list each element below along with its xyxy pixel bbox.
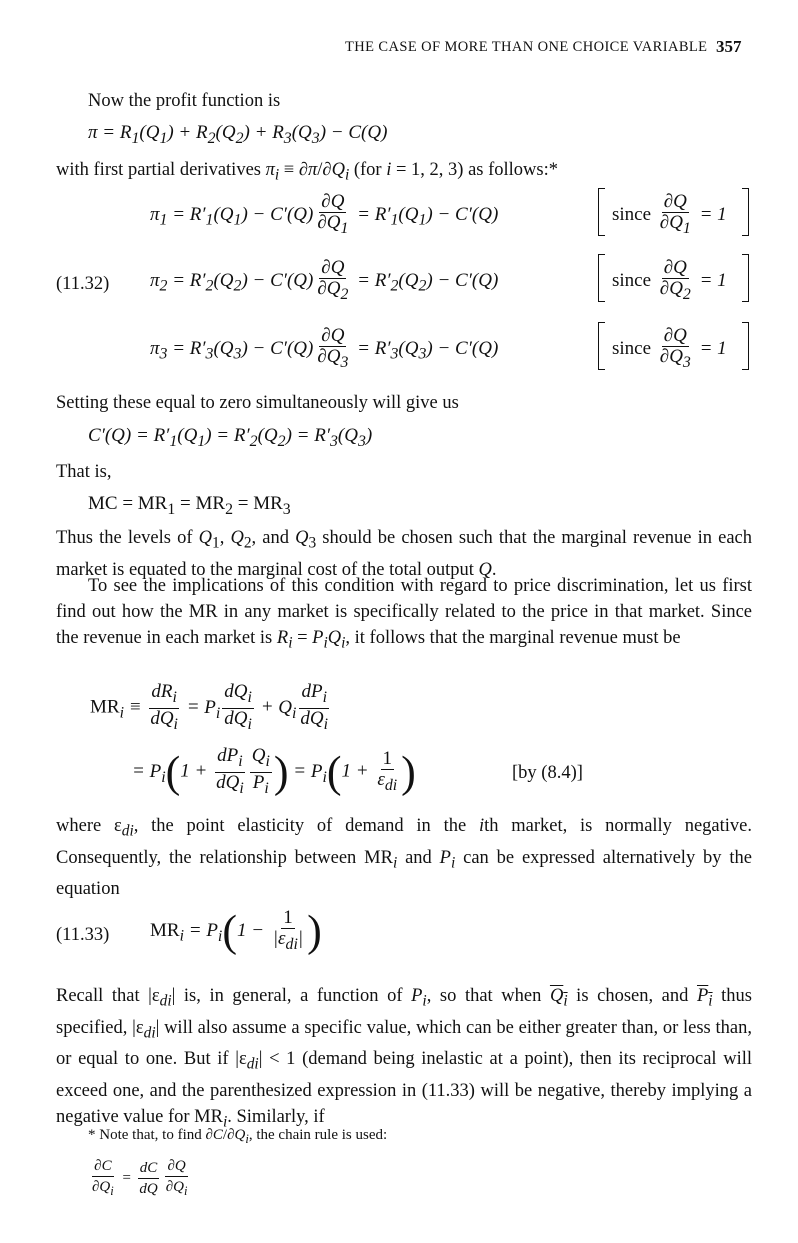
where-paragraph: where $\varepsilon_{di}$, the point elasticity of demand in the ith market, is normally negative. Consequently, the relationship between $MR_i$ and $P_i$ can be expressed alternatively by the equation [56,816,752,900]
mc-equals-mr: MC = $MR_1 = MR_2 = MR_3$ [88,493,291,518]
marginal-revenue-elasticity: = $P_i(1$ + $\frac{dP_i}{dQ_i}$ $\frac{Q_i}{P_i}$ ) = $P_i(1$ + $\frac{1}{\varepsilon_{di}}$ ) [132,745,416,797]
partial-pi-1: $\pi_1 = R'_1(Q_1) - C'(Q)$ $\frac{\partial Q}{\partial Q_1}$ = $R'_1(Q_1) - C'(Q)$ [150,191,499,237]
partial-pi-3: $\pi_3 = R'_3(Q_3) - C'(Q)$ $\frac{\partial Q}{\partial Q_3}$ = $R'_3(Q_3) - C'(Q)$ [150,325,499,371]
footnote-chain-rule: $\frac{\partial C}{\partial Q_i}$ = $\frac{dC}{dQ}$ $\frac{\partial Q}{\partial Q_i}$ [92,1158,188,1198]
footnote-text: * Note that, to find $\partial C/\partial Q_i$, the chain rule is used: [88,1127,388,1146]
partials-intro: with first partial derivatives $\pi_i \equiv \partial\pi/\partial Q_i$ (for i = 1, 2, 3) as follows:* [56,160,559,184]
first-order-condition: $C'(Q) = R'_1(Q_1) = R'_2(Q_2) = R'_3(Q_3)$ [88,425,373,450]
equation-label-11-33: (11.33) [56,925,110,945]
profit-function: $\pi = R_1(Q_1) + R_2(Q_2) + R_3(Q_3) - C(Q)$ [88,122,388,147]
implications-paragraph: To see the implications of this condition with regard to price discrimination, let us first find out how the MR in any market is specifically related to the price in that market. Since the revenue in each market is $R_i = P_iQ_i$, it follows that the marginal revenue must be [56,576,752,652]
running-title: THE CASE OF MORE THAN ONE CHOICE VARIABLE [345,39,708,55]
since-condition-2: since $\frac{\partial Q}{\partial Q_2}$ = 1 [612,257,727,303]
since-condition-3: since $\frac{\partial Q}{\partial Q_3}$ = 1 [612,325,727,371]
by-equation-ref: [by (8.4)] [512,763,583,783]
thus-paragraph: Thus the levels of $Q_1$, $Q_2$, and $Q_3$ should be chosen such that the marginal revenue in each market is equated to the marginal cost of the total output Q. [56,528,752,580]
mr-price-relation: $MR_i = P_i(1$ − $\frac{1}{|\varepsilon_{di}|}$ ) [150,906,322,956]
marginal-revenue-derivative: $MR_i$ ≡ $\frac{dR_i}{dQ_i}$ = $P_i$ $\frac{dQ_i}{dQ_i}$ + $Q_i$ $\frac{dP_i}{dQ_i}$ [90,681,329,733]
equation-label-11-32: (11.32) [56,274,110,294]
intro-sentence: Now the profit function is [88,91,281,111]
partial-pi-2: $\pi_2 = R'_2(Q_2) - C'(Q)$ $\frac{\partial Q}{\partial Q_2}$ = $R'_2(Q_2) - C'(Q)$ [150,257,499,303]
recall-paragraph: Recall that $|\varepsilon_{di}|$ is, in general, a function of $P_i$, so that when $Q_i$ is chosen, and $P_i$ thus specified, $|\varepsilon_{di}|$ will also assume a specific value, which can be either greater than, or less than, or equal to one. But if $|\varepsilon_{di}| < 1$ (demand being inelastic at a point), then its reciprocal will exceed one, and the parenthesized expression in (11.33) will be negative, thereby implying a negative value for $MR_i$. Similarly, if [56,986,753,1131]
that-is-sentence: That is, [56,462,112,482]
setting-zero-sentence: Setting these equal to zero simultaneously will give us [56,393,459,413]
page-number: 357 [716,37,742,56]
since-condition-1: since $\frac{\partial Q}{\partial Q_1}$ = 1 [612,191,727,237]
